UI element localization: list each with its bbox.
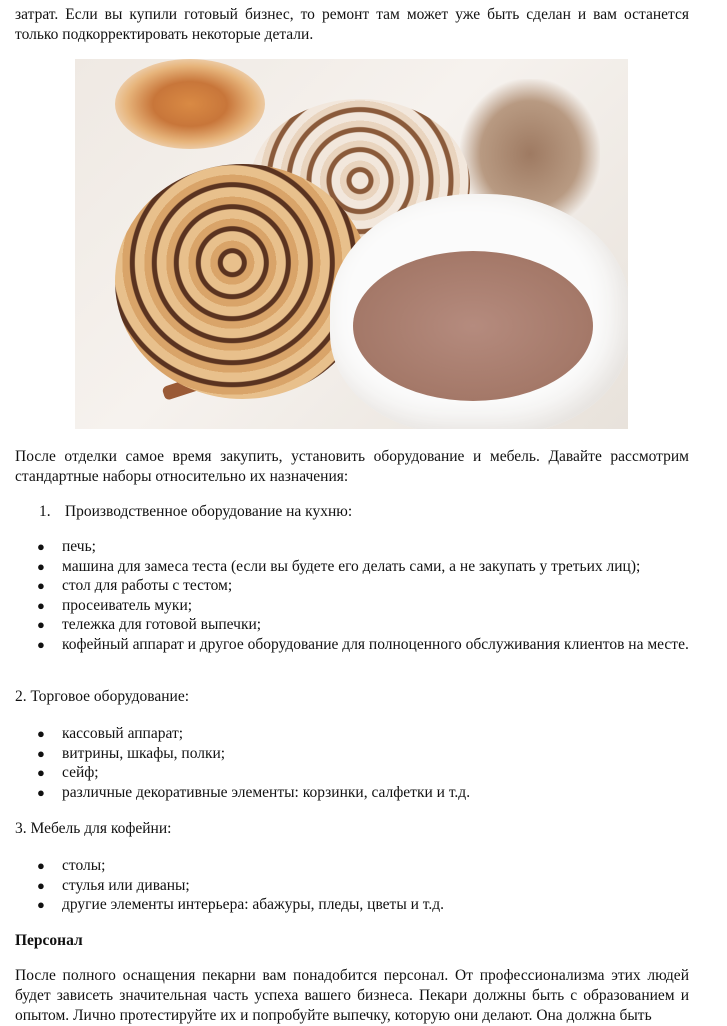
list-item: ● столы; bbox=[37, 857, 106, 874]
bullet-icon: ● bbox=[37, 539, 45, 554]
bullet-icon: ● bbox=[37, 617, 45, 632]
list-item: ● машина для замеса теста (если вы будете его делать сами, а не закупать у третьих лиц); bbox=[37, 557, 641, 575]
list-item: ● стулья или диваны; bbox=[37, 876, 190, 894]
cinnamon-buns-cocoa-image bbox=[75, 59, 628, 429]
section-1-number: 1. bbox=[39, 503, 51, 520]
bullet-icon: ● bbox=[37, 897, 45, 912]
trade-equipment-list bbox=[15, 724, 689, 802]
bullet-icon: ● bbox=[37, 745, 45, 761]
pastry-shape bbox=[115, 59, 265, 149]
cocoa-shape bbox=[353, 251, 593, 401]
list-item: ● тележка для готовой выпечки; bbox=[37, 616, 262, 633]
bullet-icon: ● bbox=[37, 765, 45, 780]
list-item: ● стол для работы с тестом; bbox=[37, 577, 233, 594]
bullet-icon: ● bbox=[37, 578, 45, 593]
section-2-title: 2. Торговое оборудование: bbox=[15, 688, 190, 705]
list-item: ● печь; bbox=[37, 538, 96, 555]
bullet-icon: ● bbox=[37, 858, 45, 873]
bullet-icon: ● bbox=[37, 597, 45, 613]
section-3-title: 3. Мебель для кофейни: bbox=[15, 820, 172, 837]
list-item: ● различные декоративные элементы: корзинки, салфетки и т.д. bbox=[37, 783, 471, 801]
section-1-title bbox=[39, 502, 352, 522]
bullet-icon: ● bbox=[37, 636, 45, 652]
bullet-icon: ● bbox=[37, 784, 45, 800]
personnel-heading: Персонал bbox=[15, 932, 83, 949]
bullet-icon: ● bbox=[37, 877, 45, 893]
kitchen-equipment-list bbox=[15, 537, 689, 654]
intro-paragraph: затрат. Если вы купили готовый бизнес, то ремонт там может уже быть сделан и вам останется только подкорректировать некоторые детали. bbox=[15, 6, 689, 43]
furniture-list bbox=[15, 856, 689, 915]
cinnamon-bun-shape bbox=[115, 164, 370, 399]
list-item: ● витрины, шкафы, полки; bbox=[37, 744, 226, 762]
list-item: ● просеиватель муки; bbox=[37, 596, 193, 614]
list-item: ● кофейный аппарат и другое оборудование для полноценного обслуживания клиентов на месте. bbox=[37, 635, 689, 653]
bullet-icon: ● bbox=[37, 558, 45, 574]
section-1-label: Производственное оборудование на кухню: bbox=[64, 503, 353, 520]
equipment-intro-paragraph: После отделки самое время закупить, установить оборудование и мебель. Давайте рассмотрим стандартные наборы относительно их назначения: bbox=[15, 448, 689, 485]
personnel-paragraph: После полного оснащения пекарни вам понадобится персонал. От профессионализма этих людей будет зависеть значительная часть успеха вашего бизнеса. Пекари должны быть с образованием и опытом. Лично протестируйте их и попробуйте выпечку, которую они делают. Она должна быть bbox=[15, 967, 689, 1024]
list-item: ● другие элементы интерьера: абажуры, пледы, цветы и т.д. bbox=[37, 896, 445, 913]
list-item: ● сейф; bbox=[37, 764, 99, 781]
bullet-icon: ● bbox=[37, 726, 45, 741]
list-item: ● кассовый аппарат; bbox=[37, 725, 184, 742]
